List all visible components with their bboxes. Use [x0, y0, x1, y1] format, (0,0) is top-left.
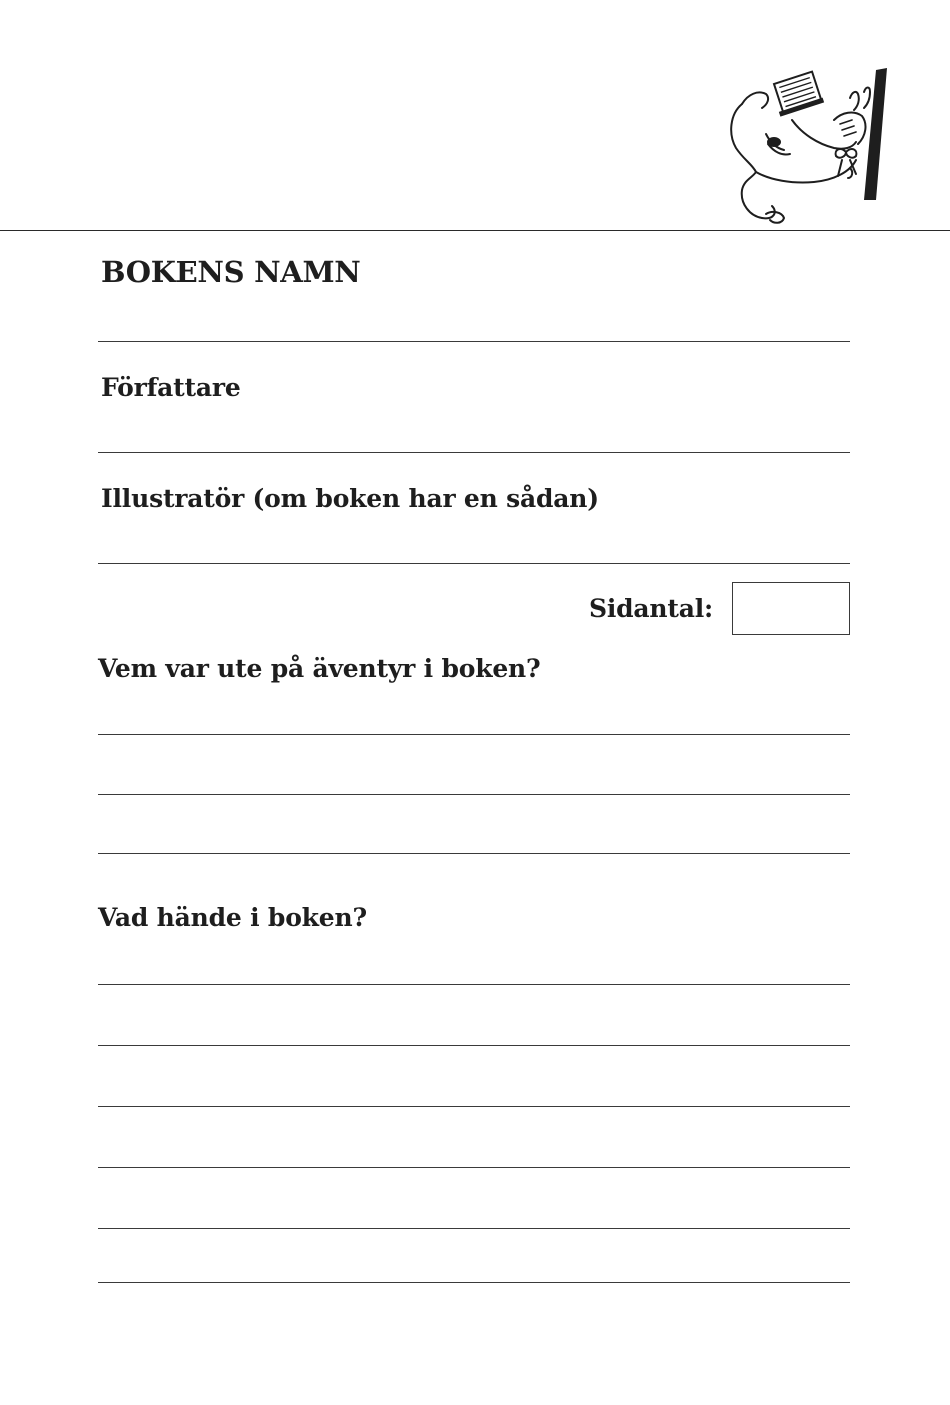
events-answer-line[interactable]	[98, 1282, 850, 1283]
reading-character-illustration	[722, 64, 898, 230]
author-line[interactable]	[98, 452, 850, 453]
events-answer-line[interactable]	[98, 1106, 850, 1107]
illustrator-line[interactable]	[98, 563, 850, 564]
events-answer-line[interactable]	[98, 1167, 850, 1168]
events-answer-line[interactable]	[98, 1045, 850, 1046]
adventure-answer-line[interactable]	[98, 853, 850, 854]
events-answer-line[interactable]	[98, 984, 850, 985]
author-label: Författare	[101, 373, 241, 402]
adventure-answer-line[interactable]	[98, 734, 850, 735]
events-answer-line[interactable]	[98, 1228, 850, 1229]
page-count-label: Sidantal:	[589, 594, 714, 623]
adventure-answer-line[interactable]	[98, 794, 850, 795]
adventure-question-label: Vem var ute på äventyr i boken?	[98, 654, 541, 683]
illustrator-label: Illustratör (om boken har en sådan)	[101, 484, 599, 513]
page-count-box[interactable]	[732, 582, 850, 635]
events-question-label: Vad hände i boken?	[98, 903, 367, 932]
book-title-line[interactable]	[98, 341, 850, 342]
header-divider	[0, 230, 950, 231]
book-title-label: BOKENS NAMN	[101, 255, 361, 289]
